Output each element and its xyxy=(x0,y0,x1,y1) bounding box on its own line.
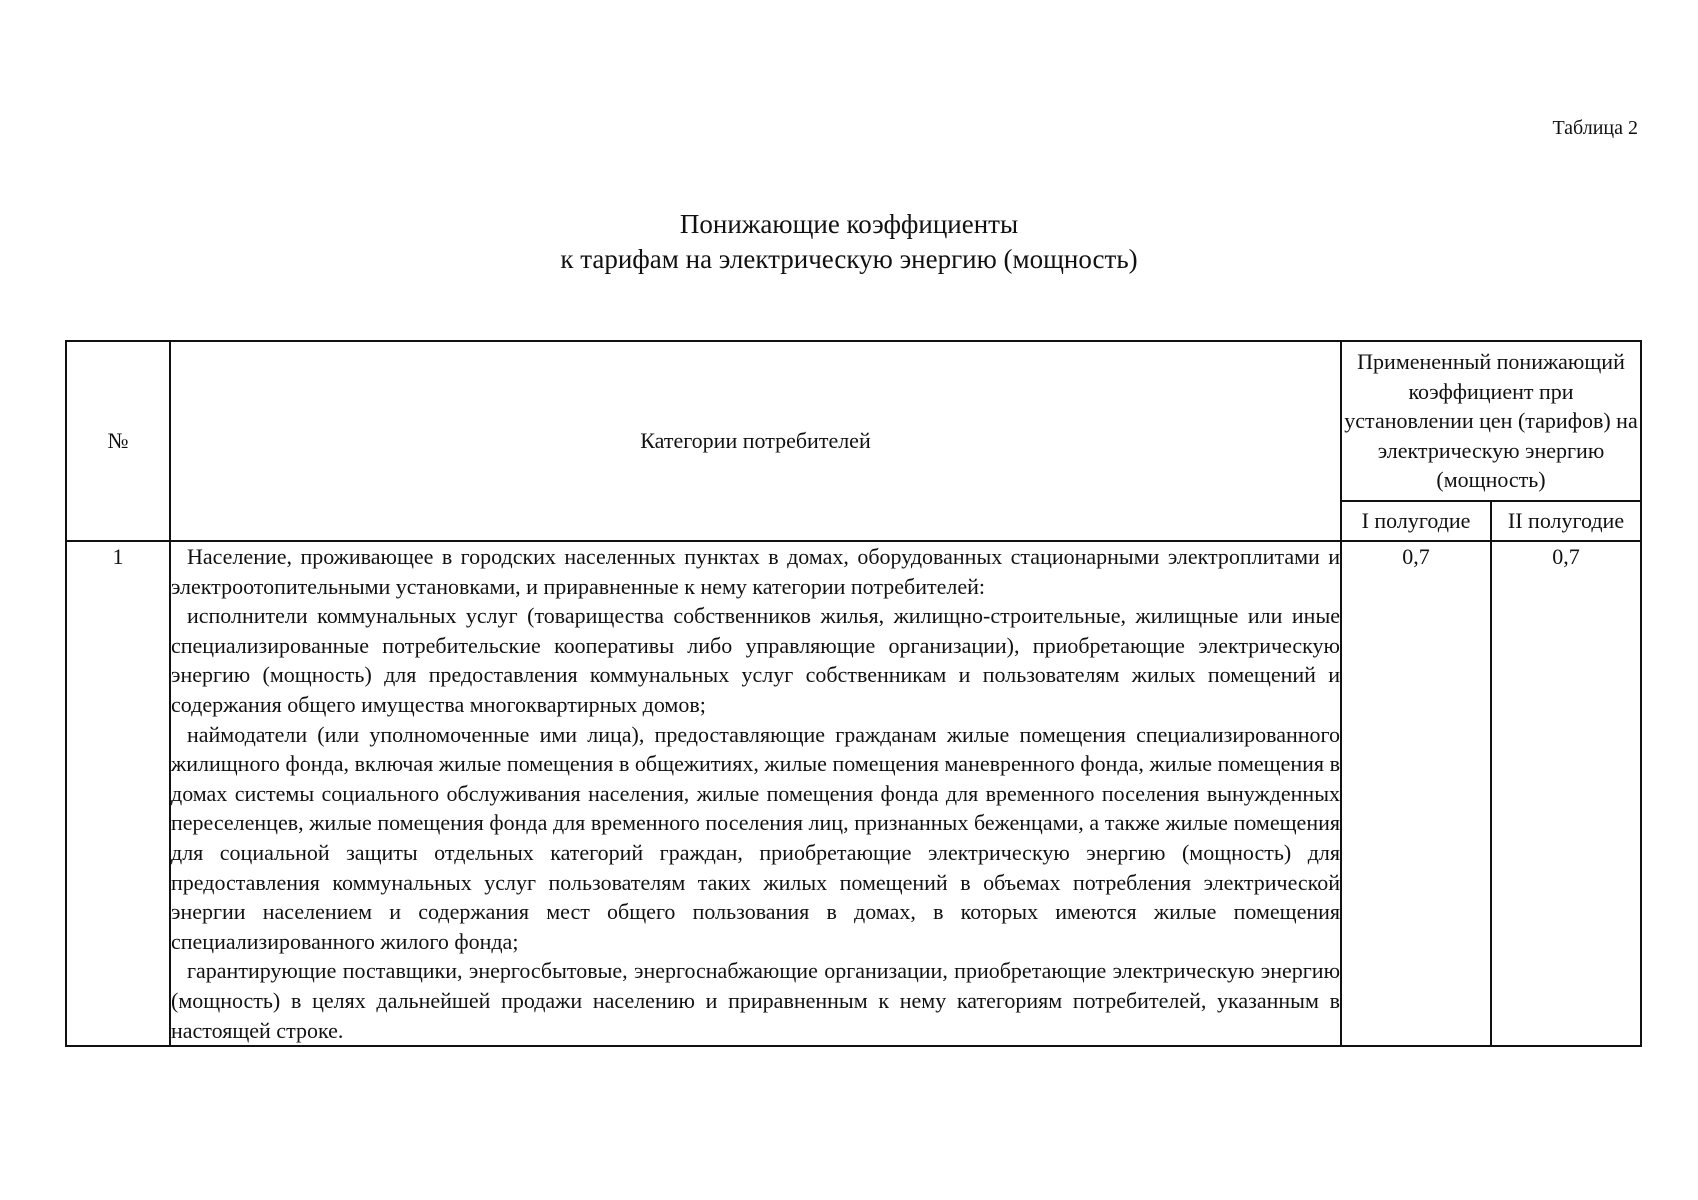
title-line-2: к тарифам на электрическую энергию (мощность) xyxy=(560,244,1138,274)
table-row xyxy=(66,541,1641,1046)
category-paragraph: исполнители коммунальных услуг (товарищества собственников жилья, жилищно-строительные, жилищные или иные специализированные потребительские кооперативы либо управляющие организации), приобретающие электрическую энергию (мощность) для предоставления коммунальных услуг собственникам и пользователям жилых помещений и содержания общего имущества многоквартирных домов; xyxy=(171,603,1340,717)
table-number-label: Таблица 2 xyxy=(1552,117,1638,139)
header-half-1: I полугодие xyxy=(1341,501,1491,541)
category-paragraph: Население, проживающее в городских населенных пунктах в домах, оборудованных стационарными электроплитами и электроотопительными установками, и приравненные к нему категории потребителей: xyxy=(171,544,1340,599)
row-half-2-value: 0,7 xyxy=(1491,541,1641,1046)
category-paragraph: наймодатели (или уполномоченные ими лица), предоставляющие гражданам жилые помещения специализированного жилищного фонда, включая жилые помещения в общежитиях, жилые помещения маневренного фонда, жилые помещения в домах системы социального обслуживания населения, жилые помещения фонда для временного поселения вынужденных переселенцев, жилые помещения фонда для временного поселения лиц, признанных беженцами, а также жилые помещения для социальной защиты отдельных категорий граждан, приобретающие электрическую энергию (мощность) для предоставления коммунальных услуг пользователям таких жилых помещений в объемах потребления электрической энергии населением и содержания мест общего пользования в домах, в которых имеются жилые помещения специализированного жилого фонда; xyxy=(171,721,1340,954)
header-coefficient: Примененный понижающий коэффициент при установлении цен (тарифов) на электрическую энергию (мощность) xyxy=(1341,341,1641,501)
header-number: № xyxy=(66,341,170,541)
table-header-row xyxy=(66,341,1641,501)
row-number: 1 xyxy=(66,541,170,1046)
coefficients-table xyxy=(65,340,1642,1047)
row-half-1-value: 0,7 xyxy=(1341,541,1491,1046)
title-line-1: Понижающие коэффициенты xyxy=(679,209,1019,239)
category-paragraph: гарантирующие поставщики, энергосбытовые, энергоснабжающие организации, приобретающие электрическую энергию (мощность) в целях дальнейшей продажи населению и приравненным к нему категориям потребителей, указанным в настоящей строке. xyxy=(171,958,1340,1043)
document-title xyxy=(0,207,1698,277)
header-category: Категории потребителей xyxy=(170,341,1341,541)
header-half-2: II полугодие xyxy=(1491,501,1641,541)
row-category-text xyxy=(170,541,1341,1046)
